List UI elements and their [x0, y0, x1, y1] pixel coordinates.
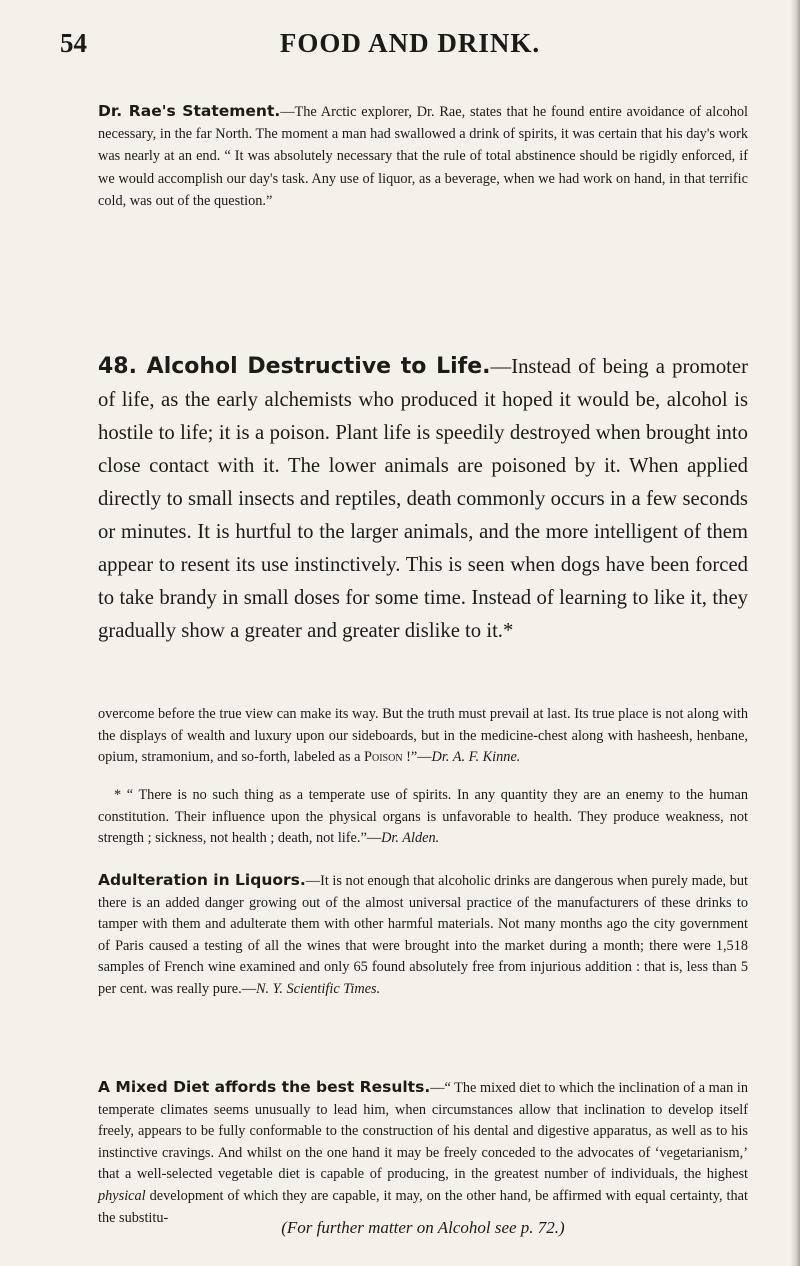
cross-reference-note: (For further matter on Alcohol see p. 72.) — [281, 1218, 565, 1237]
adulteration-source: N. Y. Scientific Times. — [256, 980, 381, 997]
mixed-emphasis: physical — [98, 1187, 146, 1204]
adulteration-body: —It is not enough that alcoholic drinks are dangerous when purely made, but there is an added danger growing out of the almost universal practice of the manufacturers of these drinks to tamper with them and adulterate them with other harmful materials. Not many months ago the city government of Paris caused a testing of all the wines that were brought into the market during a month; there were 1,518 samples of French wine examined and only 65 found absolutely free from injurious addition : that is, less than 5 per cent. was really pure.— — [98, 873, 748, 997]
rae-statement-paragraph — [98, 100, 748, 212]
running-header — [60, 28, 750, 68]
kinne-end: !”— — [402, 749, 432, 766]
alden-attribution: Dr. Alden. — [381, 830, 440, 847]
alcohol-destructive-paragraph — [98, 350, 748, 648]
poison-word: Poison — [364, 749, 403, 766]
page-number: 54 — [60, 28, 87, 58]
kinne-body: overcome before the true view can make its way. But the truth must prevail at last. Its true place is not along with the displays of wealth and luxury upon our sideboards, but in the medicine-chest along with hasheesh, henbane, opium, stramonium, and so-forth, labeled as a — [98, 706, 748, 766]
adulteration-heading: Adulteration in Liquors. — [98, 871, 306, 889]
alden-footnote — [98, 785, 748, 850]
alden-body: * “ There is no such thing as a temperate use of spirits. In any quantity they are an enemy to the human constitution. Their influence upon the physical organs is unfavorable to health. They produce weakness, not strength ; sickness, not health ; death, not life.”— — [98, 787, 748, 847]
kinne-attribution: Dr. A. F. Kinne. — [431, 749, 521, 766]
page-edge-shadow — [790, 0, 800, 1266]
mixed-body-2: development of which they are capable, it may, on the other hand, be affirmed with equal certainty, that the substitu- — [98, 1187, 748, 1226]
mixed-heading: A Mixed Diet affords the best Results. — [98, 1078, 431, 1096]
mixed-body-1: —“ The mixed diet to which the inclination of a man in temperate climates seems unusually to lead him, when circumstances allow that inclination to develop itself freely, appears to be fully conformable to the construction of his dental and digestive apparatus, as well as to his instinctive cravings. And whilst on the one hand it may be freely conceded to the advocates of ‘vegetarianism,’ that a well-selected vegetable diet is capable of producing, in the greatest number of individuals, the highest — [98, 1080, 748, 1183]
destructive-heading: 48. Alcohol Destructive to Life. — [98, 354, 491, 379]
adulteration-paragraph — [98, 870, 748, 1001]
kinne-footnote-continuation — [98, 704, 748, 769]
destructive-body: —Instead of being a promoter of life, as the early alchemists who produced it hoped it would be, alcohol is hostile to life; it is a poison. Plant life is speedily destroyed when brought into close contact with it. The lower animals are poisoned by it. When applied directly to small insects and reptiles, death commonly occurs in a few seconds or minutes. It is hurtful to the larger animals, and the more intelligent of them appear to resent its use instinctively. This is seen when dogs have been forced to take brandy in small doses for some time. Instead of learning to like it, they gradually show a greater and greater dislike to it.* — [98, 356, 748, 642]
mixed-diet-paragraph — [98, 1077, 748, 1229]
running-title: FOOD AND DRINK. — [279, 28, 541, 58]
rae-body: —The Arctic explorer, Dr. Rae, states that he found entire avoidance of alcohol necessary, in the far North. The moment a man had swallowed a drink of spirits, it was certain that his day's work was nearly at an end. “ It was absolutely necessary that the rule of total abstinence should be rigidly enforced, if we would accomplish our day's task. Any use of liquor, as a beverage, when we had work on hand, in that terrific cold, was out of the question.” — [98, 104, 749, 209]
rae-heading: Dr. Rae's Statement. — [98, 102, 281, 120]
